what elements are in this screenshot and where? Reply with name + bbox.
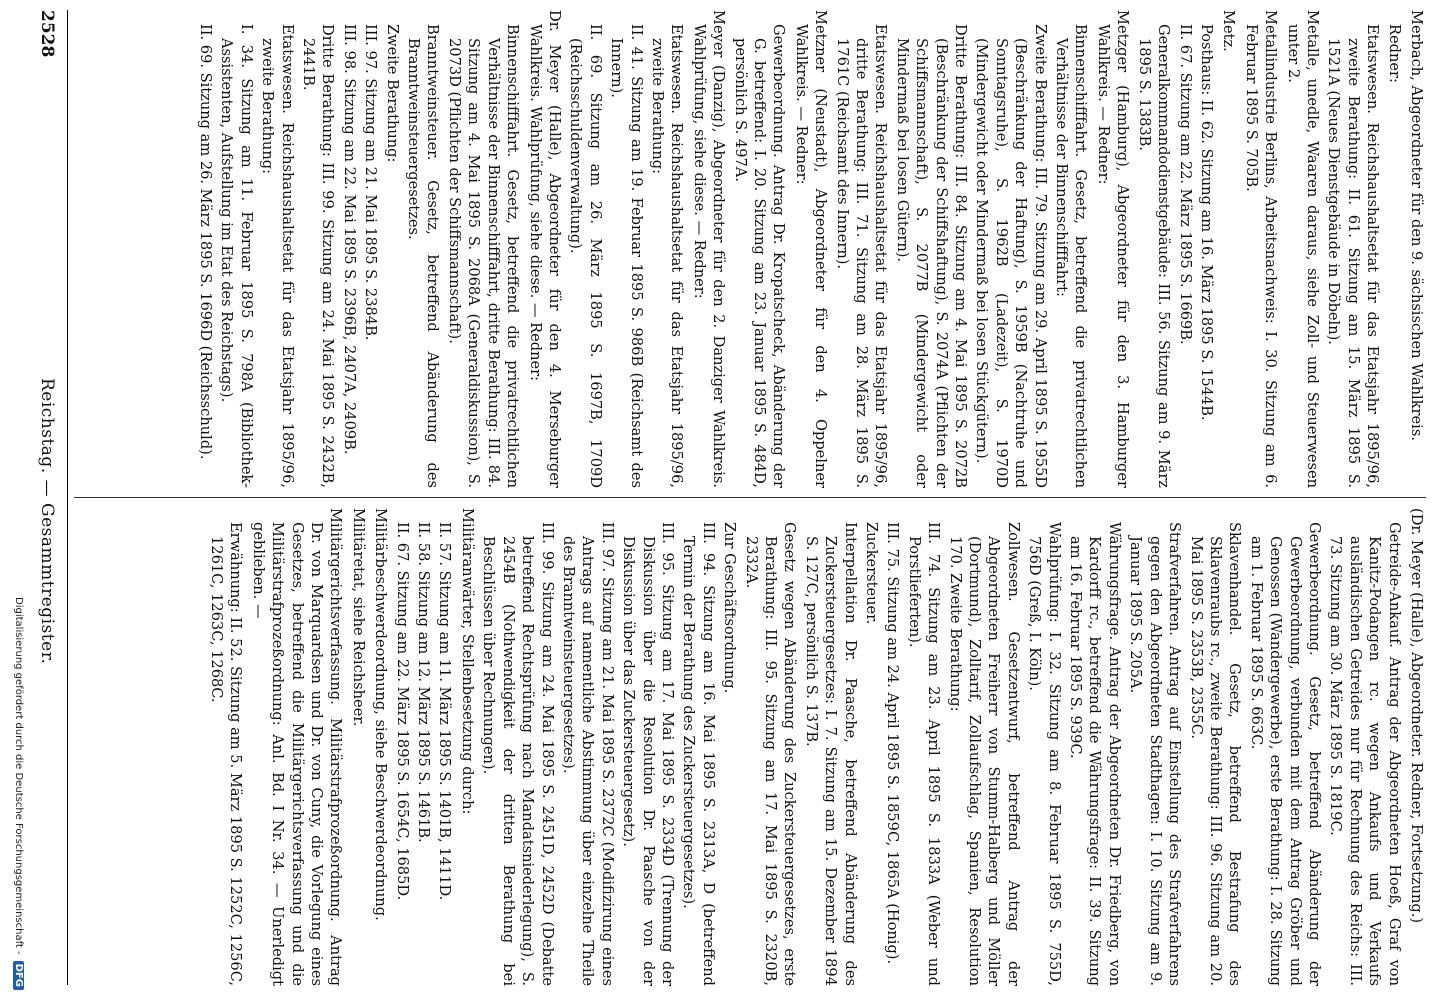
index-subentry: III. 74. Sitzung am 23. April 1895 S. 1833A (Weber und Porstlieferten). [905, 522, 943, 986]
index-subentry: III. 75. Sitzung am 24. April 1895 S. 1859C, 1865A (Honig). [884, 522, 902, 965]
digitization-note [13, 560, 24, 990]
index-subentry: Wahlprüfung: I. 32. Sitzung am 8. Februar 1895 S. 755D, 756D (Greß, I. Köln). [1026, 522, 1063, 986]
index-subentry: Gewerbeordnung. Gesetz, betreffend Abänderung der Gewerbeordnung, verbunden mit dem Antrag Gröber und Genossen (Wandergewerbe), erste Berathung: I. 28. Sitzung am 1. Februar 1895 S. 663C. [1247, 522, 1323, 986]
index-subentry: II. 69. Sitzung am 26. März 1895 S. 1696D (Reichsschuld). [197, 24, 215, 460]
index-subentry: III. 95. Sitzung am 17. Mai 1895 S. 2334D (Trennung der Diskussion über die Resolution Dr. Paasche von der Diskussion über das Zuckersteuergesetz). [620, 522, 676, 986]
index-subentry: II. 57. Sitzung am 11. März 1895 S. 1401B, 1411D. [436, 522, 454, 901]
page-header [27, 10, 68, 985]
index-subentry: Strafverfahren. Antrag auf Einstellung des Strafverfahrens gegen den Abgeordneten Stadthagen: I. 10. Sitzung am 9. Januar 1895 S. 205A. [1127, 522, 1184, 986]
index-entry: Meyer (Danzig), Abgeordneter für den 2. Danziger Wahlkreis. Wahlprüfung, siehe diese. — Redner: [690, 10, 728, 488]
index-subentry: II. 58. Sitzung am 12. März 1895 S. 1461B. [415, 522, 433, 843]
index-entry: (Dr. Meyer (Halle), Abgeordneter. Redner, Fortsetzung.) [1408, 508, 1425, 924]
column-divider [74, 497, 1426, 498]
dfg-logo: DFG [13, 961, 24, 990]
index-subentry: III. 94. Sitzung am 16. Mai 1895 S. 2313A, D (betreffend Termin der Berathung des Zuckersteuergesetzes). [680, 522, 717, 986]
index-subentry: Sklavenhandel. Gesetz, betreffend Bestrafung des Sklavenraubs rc., zweite Berathung: III. 96. Sitzung am 20. Mai 1895 S. 2353B, 2355C. [1187, 522, 1244, 986]
index-subentry: II. 41. Sitzung am 19. Februar 1895 S. 986B (Reichsamt des Innern). [608, 24, 645, 488]
index-subentry: Zollwesen. Gesetzentwurf, betreffend Antrag der Abgeordneten Freiherr von Stumm-Halberg und Möller (Dortmund), Zolltarif, Zollaufschlag, Spanien, Resolution 170. Zweite Berathung: [946, 522, 1022, 986]
index-entry: Dr. Meyer (Halle), Abgeordneter für den 4. Merseburger Wahlkreis. Wahlprüfung, siehe diese. — Redner: [526, 10, 563, 488]
index-entry: Metalle, unedle, Waaren daraus, siehe Zoll- und Steuerwesen unter 2. [1284, 10, 1321, 488]
index-subentry: Gesetz wegen Abänderung des Zuckersteuergesetzes, erste Berathung: III. 95. Sitzung am 17. Mai 1895 S. 2320B, 2332A. [742, 522, 799, 986]
index-subentry: III. 97. Sitzung am 21. Mai 1895 S. 2384B. [362, 24, 380, 341]
index-subentry: Etatswesen. Reichshaushaltsetat für das Etatsjahr 1895/96, zweite Berathung: [259, 24, 296, 488]
index-subentry: Zweite Berathung: [383, 24, 401, 163]
index-subentry: Generalkommandodienstgebäude: III. 56. Sitzung am 9. März 1895 S. 1383B. [1135, 24, 1173, 488]
index-subentry: Dritte Berathung: III. 99. Sitzung am 24. Mai 1895 S. 2432B, 2441B. [300, 24, 337, 488]
index-entry: Militäranwärter, Stellenbesetzung durch: [458, 508, 476, 815]
left-column [74, 10, 1426, 488]
index-subentry: II. 67. Sitzung am 22. März 1895 S. 1669B. [1176, 24, 1194, 345]
index-entry: Militäretat, siehe Reichsheer. [349, 508, 367, 727]
index-subentry: Etatswesen. Reichshaushaltsetat für das Etatsjahr 1895/96, zweite Berathung: [648, 24, 686, 488]
index-subentry: Etatswesen. Reichshaushaltsetat für das Etatsjahr 1895/96, dritte Berathung: III. 71. Sitzung am 28. März 1895 S. 1761C (Reichsamt des Innern). [833, 24, 890, 488]
index-subentry: Posthaus: II. 62. Sitzung am 16. März 1895 S. 1544B. [1197, 24, 1215, 421]
page-number: 2528 [37, 10, 57, 58]
right-column [74, 508, 1426, 986]
index-entry: Metallindustrie Berlins, Arbeitsnachweis: I. 30. Sitzung am 6. Februar 1895 S. 705B. [1242, 10, 1280, 488]
index-subentry: Zuckersteuer. [863, 522, 881, 625]
index-subentry: Getreide-Ankauf. Antrag der Abgeordneten Hoeß, Graf von Kanitz-Podangen rc. wegen Ankaufs und Verkaufs ausländischen Getreides nur für Rechnung des Reichs: III. 73. Sitzung am 30. März 1895 S. 1819C. [1327, 522, 1403, 986]
index-subentry: Interpellation Dr. Paasche, betreffend Abänderung des Zuckersteuergesetzes: I. 7. Sitzung am 15. Dezember 1894 S. 127C, persönlich S. 137B. [802, 522, 859, 986]
index-subentry: Erwähnung: II. 52. Sitzung am 5. März 1895 S. 1252C, 1256C, 1261C, 1263C, 1268C. [208, 522, 245, 986]
index-subentry: II. 67. Sitzung am 22. März 1895 S. 1654C, 1685D. [393, 522, 411, 901]
index-subentry: Währungsfrage. Antrag der Abgeordneten Dr. Friedberg, von Kardorff rc., betreffend die Währungsfrage: II. 39. Sitzung am 16. Februar 1895 S. 939C. [1067, 522, 1123, 986]
index-subentry: Binnenschifffahrt. Gesetz, betreffend die privatrechtlichen Verhältnisse der Binnenschifffahrt, dritte Berathung: III. 84. Sitzung am 4. Mai 1895 S. 2068A (Generaldiskussion), S. 2073D (Pflichten der Schiffsmannschaft). [445, 24, 522, 488]
index-entry: Metz. [1220, 10, 1238, 52]
index-subentry: Zweite Berathung: III. 79. Sitzung am 29. April 1895 S. 1955D (Beschränkung der Haftung), S. 1959B (Nachtruhe und Sonntagsruhe), S. 1962B (Ladezeit), S. 1970D (Mindergewicht oder Mindermaß bei losen Stückgütern). [973, 24, 1049, 488]
index-subentry: Etatswesen. Reichshaushaltsetat für das Etatsjahr 1895/96, zweite Berathung: II. 61. Sitzung am 15. März 1895 S. 1521A (Neues Dienstgebäude in Döbeln). [1325, 24, 1382, 488]
index-subentry: Redner: [1385, 24, 1403, 83]
index-subentry: Dritte Berathung: III. 84. Sitzung am 4. Mai 1895 S. 2072B (Beschränkung der Schiffshaftung), S. 2074A (Pflichten der Schiffsmannschaft), S. 2077B (Mindergewicht oder Mindermaß bei losen Gütern). [893, 24, 970, 488]
index-subentry: III. 97. Sitzung am 21. Mai 1895 S. 2372C (Modifizirung eines Antrags auf namentliche Abstimmung über einzelne Theile des Branntweinsteuergesetzes). [559, 522, 616, 986]
index-subentry: III. 99. Sitzung am 24. Mai 1895 S. 2451D, 2452D (Debatte betreffend Rechtsprüfung nach Mandatsniederlegung), S. 2454B (Nothwendigkeit der dritten Berathung bei Beschlüssen über Rechnungen). [480, 522, 556, 986]
index-entry: Merbach, Abgeordneter für den 9. sächsischen Wahlkreis. [1408, 10, 1425, 441]
index-subentry: Zur Geschäftsordnung. [721, 522, 739, 694]
index-subentry: III. 98. Sitzung am 22. Mai 1895 S. 2396B, 2407A, 2409B. [340, 24, 358, 455]
index-subentry: Binnenschifffahrt. Gesetz, betreffend die privatrechtlichen Verhältnisse der Binnenschifffahrt: [1053, 24, 1090, 488]
digitization-text: Digitalisierung gefördert durch die Deutsche Forschungsgemeinschaft - [13, 597, 24, 955]
index-entry: Militärbeschwerdeordnung, siehe Beschwerdeordnung. [372, 508, 390, 921]
index-entry: Metzger (Hamburg), Abgeordneter für den 3. Hamburger Wahlkreis. — Redner: [1094, 10, 1132, 488]
index-subentry: II. 69. Sitzung am 26. März 1895 S. 1697B, 1709D (Reichsschuldenverwaltung). [567, 24, 604, 488]
page-title: Reichstag. — Gesammtregister. [37, 377, 57, 665]
index-subentry: Gewerbeordnung. Antrag Dr. Kropatscheck, Abänderung der G. betreffend: I. 20. Sitzung am 23. Januar 1895 S. 484D, persönlich S. 497A. [731, 24, 788, 488]
index-subentry: I. 34. Sitzung am 11. Februar 1895 S. 798A (Bibliothek-Assistenten, Aufstellung im Etat des Reichstags). [218, 24, 255, 488]
index-entry: Metzner (Neustadt), Abgeordneter für den 4. Oppelner Wahlkreis. — Redner: [792, 10, 830, 488]
index-entry: Militärgerichtsverfassung. Militärstrafprozeßordnung. Antrag Dr. von Marquardsen und Dr. von Cuny, die Vorlegung eines Gesetzes, betreffend die Militärgerichtsverfassung und die Militärstrafprozeßordnung: Anl. Bd. I Nr. 34. — Unerledigt geblieben. — [249, 508, 345, 986]
index-subentry: Branntweinsteuer. Gesetz, betreffend Abänderung des Branntweinsteuergesetzes. [405, 24, 442, 488]
